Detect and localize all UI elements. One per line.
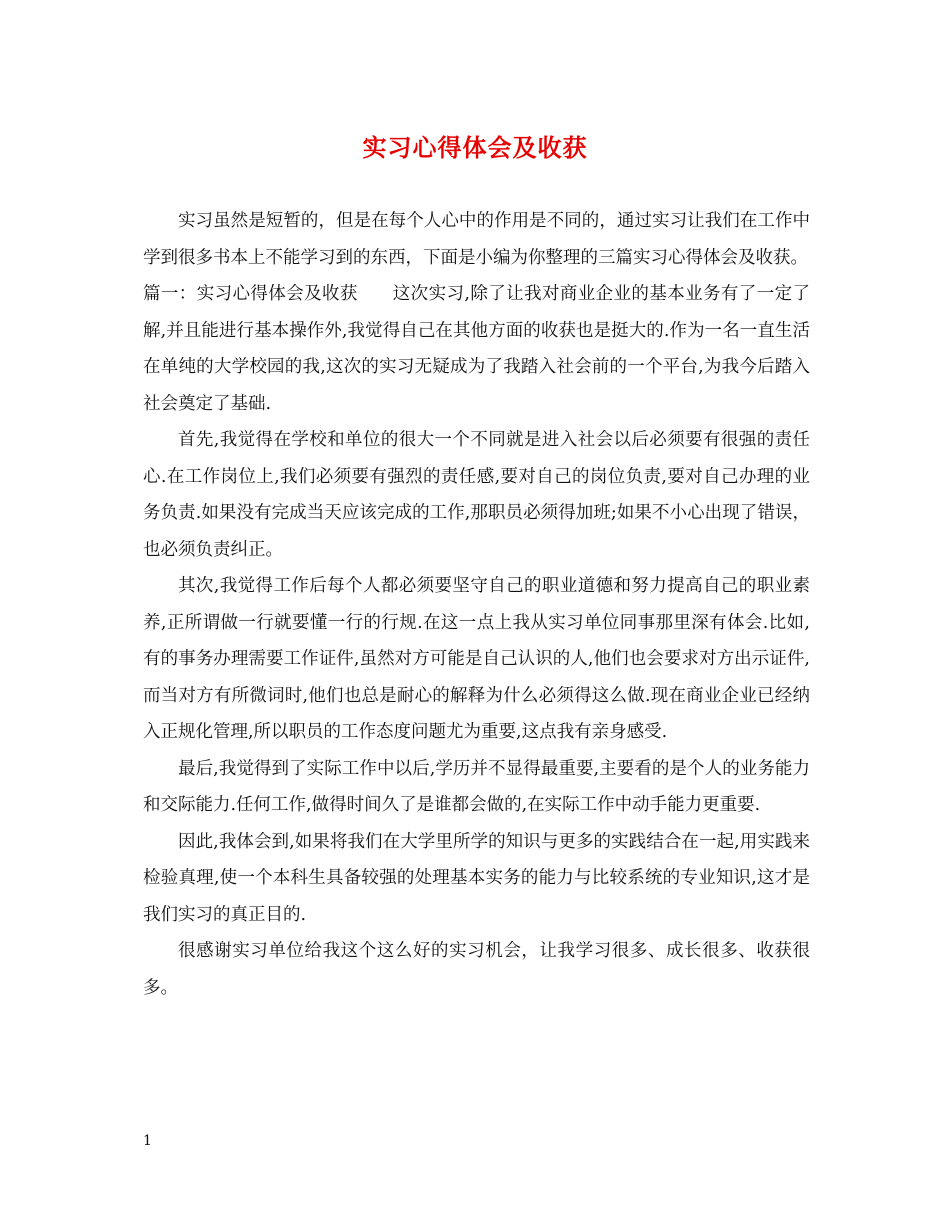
conclusion-paragraph: 因此,我体会到,如果将我们在大学里所学的知识与更多的实践结合在一起,用实践来检验真理,使一个本科生具备较强的处理基本实务的能力与比较系统的专业知识,这才是我们实习的真正目的.	[143, 831, 810, 925]
document-title: 实习心得体会及收获	[362, 133, 588, 162]
intro-paragraph: 实习虽然是短暂的，但是在每个人心中的作用是不同的，通过实习让我们在工作中学到很多书本上不能学习到的东西，下面是小编为你整理的三篇实习心得体会及收获。	[143, 211, 810, 268]
thanks-paragraph: 很感谢实习单位给我这个这么好的实习机会，让我学习很多、成长很多、收获很多。	[143, 941, 810, 998]
body-paragraph-last: 最后,我觉得到了实际工作中以后,学历并不显得最重要,主要看的是个人的业务能力和交际能力.任何工作,做得时间久了是谁都会做的,在实际工作中动手能力更重要.	[143, 758, 810, 815]
page-number: 1	[143, 1133, 152, 1149]
section-one-text: 这次实习,除了让我对商业企业的基本业务有了一定了解,并且能进行基本操作外,我觉得自己在其他方面的收获也是挺大的.作为一名一直生活在单纯的大学校园的我,这次的实习无疑成为了我踏入社会前的一个平台,为我今后踏入社会奠定了基础.	[143, 284, 811, 414]
body-paragraph-second: 其次,我觉得工作后每个人都必须要坚守自己的职业道德和努力提高自己的职业素养,正所谓做一行就要懂一行的行规.在这一点上我从实习单位同事那里深有体会.比如,有的事务办理需要工作证件,虽然对方可能是自己认识的人,他们也会要求对方出示证件,而当对方有所微词时,他们也总是耐心的解释为什么必须得这么做.现在商业企业已经纳入正规化管理,所以职员的工作态度问题尤为重要,这点我有亲身感受.	[143, 576, 810, 742]
section-heading: 篇一：实习心得体会及收获	[143, 284, 358, 304]
document-body	[143, 203, 810, 1006]
section-one-paragraph	[143, 276, 810, 422]
body-paragraph-first: 首先,我觉得在学校和单位的很大一个不同就是进入社会以后必须要有很强的责任心.在工作岗位上,我们必须要有强烈的责任感,要对自己的岗位负责,要对自己办理的业务负责.如果没有完成当天应该完成的工作,那职员必须得加班;如果不小心出现了错误，也必须负责纠正。	[143, 430, 810, 560]
